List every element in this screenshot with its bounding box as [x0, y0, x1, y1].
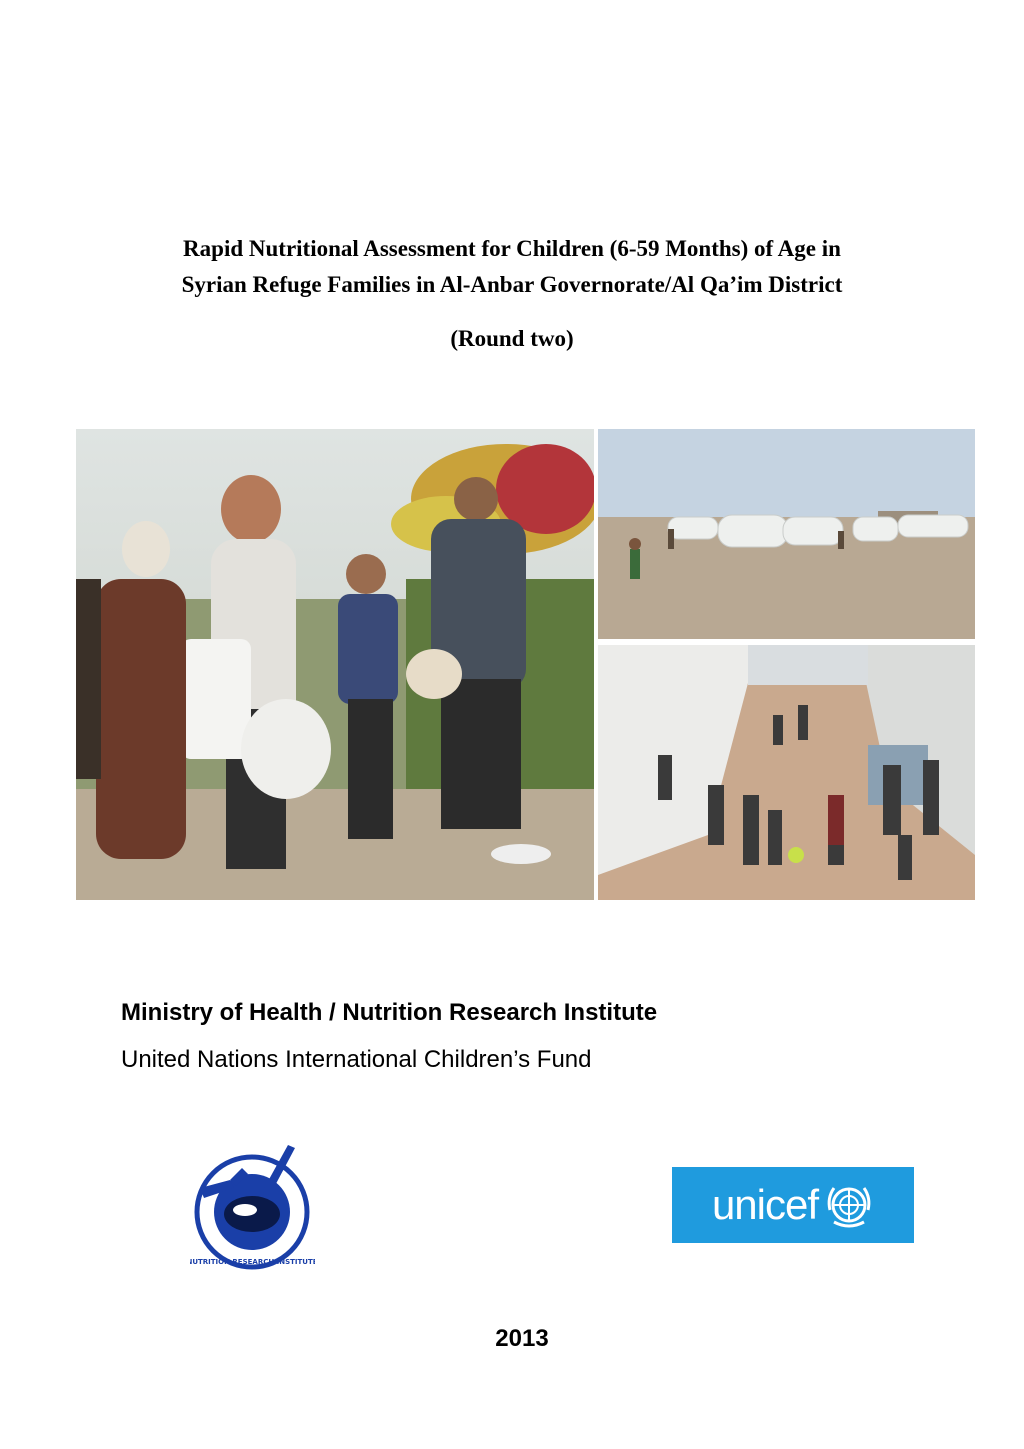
tent-camp-photo	[598, 429, 975, 639]
nri-seal-text: NUTRITION RESEARCH INSTITUTE	[190, 1258, 315, 1266]
refugee-family-walking-photo	[76, 429, 594, 900]
document-title-line-1: Rapid Nutritional Assessment for Children (6-59 Months) of Age in	[183, 236, 841, 261]
organization-ministry: Ministry of Health / Nutrition Research Institute	[121, 999, 658, 1026]
publication-year: 2013	[495, 1325, 549, 1352]
document-title-line-2: Syrian Refuge Families in Al-Anbar Governorate/Al Qa’im District	[181, 272, 843, 297]
camp-street-crowd-photo	[598, 645, 975, 900]
unicef-logo	[672, 1167, 914, 1243]
un-emblem-icon	[824, 1180, 874, 1230]
organization-unicef: United Nations International Children’s Fund	[121, 1046, 592, 1073]
unicef-wordmark: unicef	[711, 1181, 819, 1228]
nutrition-research-institute-seal	[190, 1140, 315, 1270]
document-subtitle: (Round two)	[450, 326, 574, 351]
